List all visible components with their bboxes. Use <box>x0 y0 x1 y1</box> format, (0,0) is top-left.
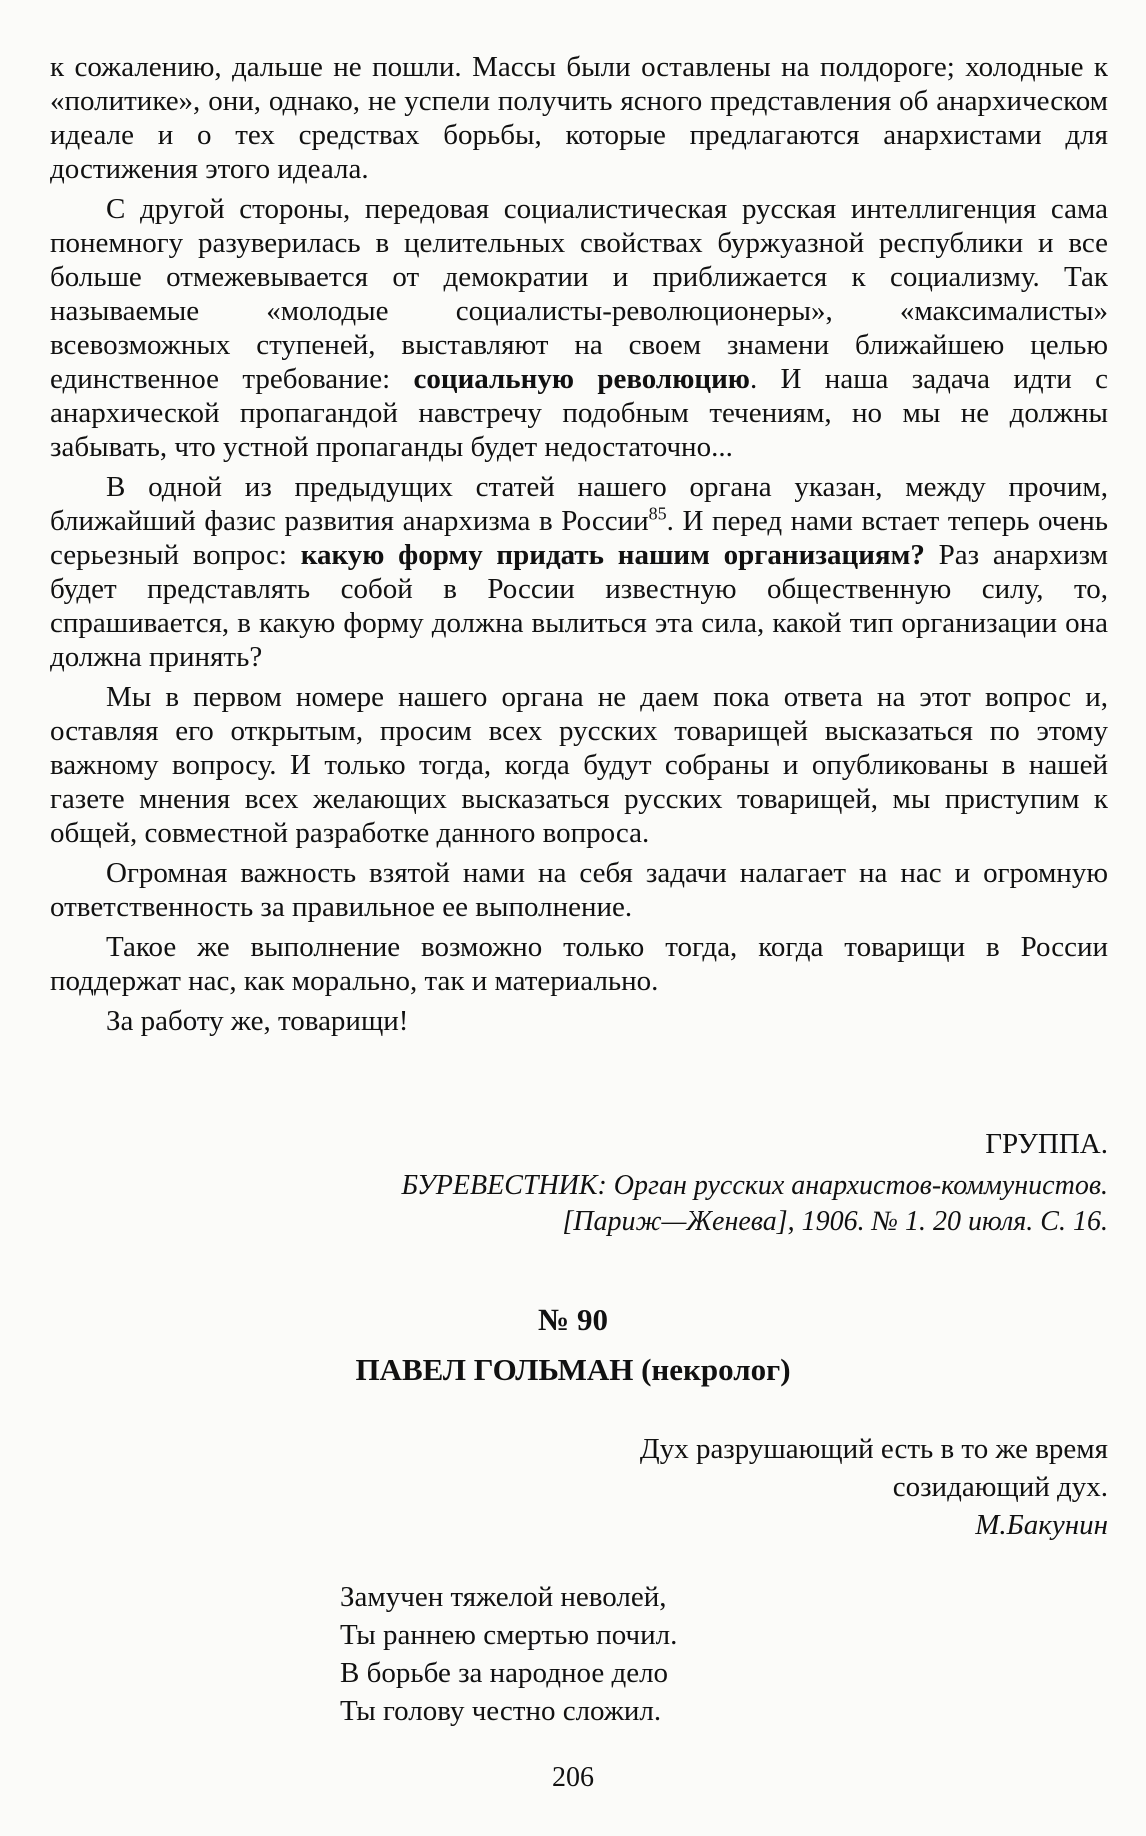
source-citation <box>208 1168 1108 1240</box>
poem <box>340 1578 677 1730</box>
epigraph-author: М.Бакунин <box>975 1509 1108 1541</box>
page-number: 206 <box>552 1762 594 1793</box>
signature: ГРУППА. <box>985 1128 1108 1160</box>
body-text <box>50 50 1108 1044</box>
document-title: ПАВЕЛ ГОЛЬМАН (некролог) <box>355 1352 791 1387</box>
paragraph: Огромная важность взятой нами на себя задачи налагает на нас и огромную ответственность за правильное ее выполнение. <box>50 857 1108 923</box>
document-number: № 90 <box>538 1302 608 1337</box>
poem-line: Ты голову честно сложил. <box>340 1695 662 1727</box>
epigraph-line: Дух разрушающий есть в то же время <box>639 1433 1108 1465</box>
bold-phrase: какую форму придать нашим организациям? <box>300 539 925 571</box>
source-line: [Париж—Женева], 1906. № 1. 20 июля. С. 16. <box>562 1206 1108 1237</box>
epigraph <box>408 1430 1108 1544</box>
poem-line: Ты раннею смертью почил. <box>340 1619 678 1651</box>
paragraph: В одной из предыдущих статей нашего органа указан, между прочим, ближайший фазис развития анархизма в России$^{85}$. И перед нами встает теперь очень серьезный вопрос: какую форму придать нашим организациям? Раз анархизм будет представлять собой в России известную общественную силу, то, спрашивается, в какую форму должна вылиться эта сила, какой тип организации она должна принять? <box>50 471 1109 673</box>
paragraph: С другой стороны, передовая социалистическая русская интеллигенция сама понемногу разуверилась в целительных свойствах буржуазной республики и все больше отмежевывается от демократии и приближается к социализму. Так называемые «молодые социалисты-революционеры», «максималисты» всевозможных ступеней, выставляют на своем знамени ближайшею целью единственное требование: социальную революцию. И наша задача идти с анархической пропагандой навстречу подобным течениям, но мы не должны забывать, что устной пропаганды будет недостаточно... <box>50 193 1109 463</box>
poem-line: Замучен тяжелой неволей, <box>340 1581 667 1613</box>
paragraph: Такое же выполнение возможно только тогда, когда товарищи в России поддержат нас, как морально, так и материально. <box>50 931 1108 997</box>
poem-line: В борьбе за народное дело <box>340 1657 669 1689</box>
bold-phrase: социальную революцию <box>413 363 750 395</box>
paragraph: За работу же, товарищи! <box>106 1005 409 1037</box>
paragraph: к сожалению, дальше не пошли. Массы были оставлены на полдороге; холодные к «политике», они, однако, не успели получить ясного представления об анархическом идеале и о тех средствах борьбы, которые предлагаются анархистами для достижения этого идеала. <box>50 51 1108 185</box>
source-line: БУРЕВЕСТНИК: Орган русских анархистов-коммунистов. <box>401 1170 1108 1201</box>
paragraph: Мы в первом номере нашего органа не даем пока ответа на этот вопрос и, оставляя его открытым, просим всех русских товарищей высказаться по этому важному вопросу. И только тогда, когда будут собраны и опубликованы в нашей газете мнения всех желающих высказаться русских товарищей, мы приступим к общей, совместной разработке данного вопроса. <box>50 681 1108 849</box>
epigraph-line: созидающий дух. <box>892 1471 1108 1503</box>
footnote-ref: 85 <box>648 503 667 524</box>
